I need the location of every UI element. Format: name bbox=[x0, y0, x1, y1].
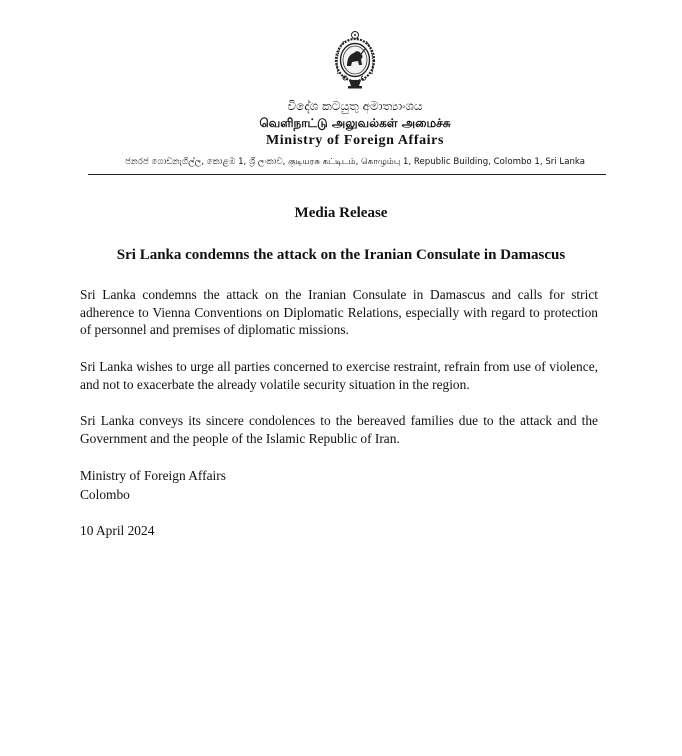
document-type-label: Media Release bbox=[294, 205, 388, 221]
ministry-name-tamil: வெளிநாட்டு அலுவல்கள் அமைச்சு bbox=[259, 116, 451, 130]
release-date: 10 April 2024 bbox=[80, 523, 155, 538]
ministry-name-sinhala: විදේශ කටයුතු අමාත්‍යාංශය bbox=[287, 99, 423, 113]
ministry-address: ජනරජ ගොඩනැගිල්ල, කොළඹ 1, ශ්‍රී ලංකාව, குடியரசு கட்டிடம், கொழும்பு 1, Republic Building, Colombo 1, Sri Lanka bbox=[124, 157, 586, 167]
body-paragraph-3: Sri Lanka conveys its sincere condolences to the bereaved families due to the attack and the Government and the people of the Islamic Republic of Iran. bbox=[80, 413, 598, 446]
body-paragraph-2: Sri Lanka wishes to urge all parties concerned to exercise restraint, refrain from use of violence, and not to exacerbate the already volatile security situation in the region. bbox=[80, 359, 598, 392]
signature-city: Colombo bbox=[80, 487, 130, 502]
sri-lanka-national-emblem-icon bbox=[332, 30, 378, 94]
signature-organization: Ministry of Foreign Affairs bbox=[80, 468, 226, 483]
body-paragraph-1: Sri Lanka condemns the attack on the Iranian Consulate in Damascus and calls for strict adherence to Vienna Conventions on Diplomatic Relations, especially with regard to protection of personnel and premises of diplomatic missions. bbox=[80, 287, 598, 337]
ministry-name-english: Ministry of Foreign Affairs bbox=[265, 133, 445, 148]
page-title: Sri Lanka condemns the attack on the Iranian Consulate in Damascus bbox=[116, 247, 566, 263]
header-divider bbox=[88, 174, 606, 175]
